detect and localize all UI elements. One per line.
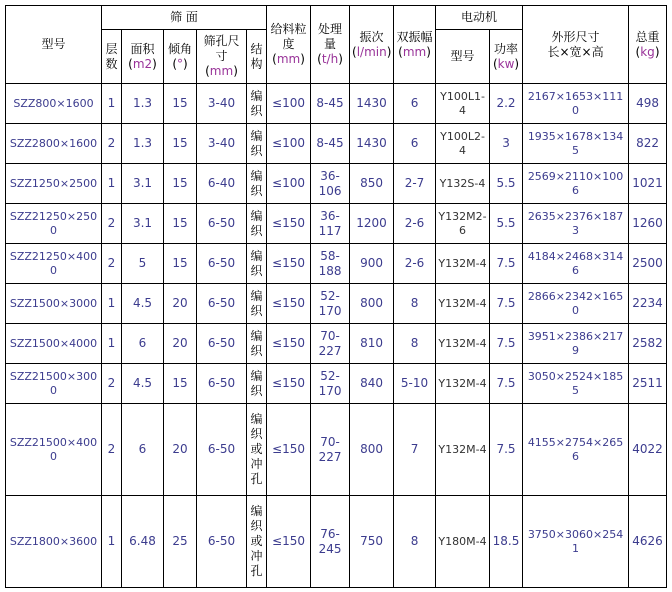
spec-table-body — [6, 84, 667, 588]
cell-model: SZZ21500×3000 — [6, 364, 102, 404]
cell-dims: 3951×2386×2179 — [523, 324, 629, 364]
cell-motor: Y100L2-4 — [436, 124, 490, 164]
table-row — [6, 284, 667, 324]
cell-feed: ≤150 — [267, 496, 311, 588]
header-label: 给料粒度 — [270, 22, 307, 51]
col-header-structure — [247, 30, 267, 84]
cell-model: SZZ1500×3000 — [6, 284, 102, 324]
cell-feed: ≤100 — [267, 124, 311, 164]
cell-area: 1.3 — [122, 84, 164, 124]
cell-structure: 编织或冲孔 — [247, 496, 267, 588]
cell-frequency: 850 — [350, 164, 394, 204]
col-header-weight — [629, 6, 667, 84]
header-label: 型号 — [450, 49, 475, 63]
cell-amplitude: 2-6 — [394, 204, 436, 244]
cell-dims: 3050×2524×1855 — [523, 364, 629, 404]
cell-dims: 2635×2376×1873 — [523, 204, 629, 244]
header-unit: (mm) — [398, 44, 431, 59]
cell-layers: 1 — [102, 324, 122, 364]
cell-weight: 822 — [629, 124, 667, 164]
cell-frequency: 800 — [350, 404, 394, 496]
cell-layers: 2 — [102, 364, 122, 404]
table-row — [6, 496, 667, 588]
cell-frequency: 1430 — [350, 124, 394, 164]
cell-weight: 2511 — [629, 364, 667, 404]
cell-weight: 4626 — [629, 496, 667, 588]
cell-model: SZZ2800×1600 — [6, 124, 102, 164]
cell-capacity: 36-106 — [311, 164, 350, 204]
cell-frequency: 1200 — [350, 204, 394, 244]
cell-incline: 15 — [164, 364, 197, 404]
cell-motor: Y100L1-4 — [436, 84, 490, 124]
cell-capacity: 8-45 — [311, 124, 350, 164]
cell-incline: 15 — [164, 164, 197, 204]
cell-motor: Y132M-4 — [436, 404, 490, 496]
header-label: 层数 — [105, 41, 118, 71]
col-header-layers — [102, 30, 122, 84]
cell-structure: 编织 — [247, 84, 267, 124]
cell-frequency: 1430 — [350, 84, 394, 124]
cell-capacity: 36-117 — [311, 204, 350, 244]
header-unit: (l/min) — [352, 44, 392, 59]
header-label: 外形尺寸 — [551, 29, 600, 44]
cell-aperture: 6-50 — [197, 204, 247, 244]
table-row — [6, 244, 667, 284]
cell-feed: ≤100 — [267, 164, 311, 204]
cell-amplitude: 6 — [394, 124, 436, 164]
cell-area: 6 — [122, 324, 164, 364]
header-unit: (kg) — [635, 44, 660, 59]
cell-motor: Y132M-4 — [436, 284, 490, 324]
cell-frequency: 800 — [350, 284, 394, 324]
cell-aperture: 6-50 — [197, 324, 247, 364]
cell-structure: 编织 — [247, 124, 267, 164]
cell-feed: ≤150 — [267, 284, 311, 324]
cell-structure: 编织 — [247, 204, 267, 244]
col-header-capacity — [311, 6, 350, 84]
cell-aperture: 6-40 — [197, 164, 247, 204]
table-row — [6, 364, 667, 404]
header-label: 双振幅 — [396, 29, 433, 44]
cell-frequency: 900 — [350, 244, 394, 284]
cell-feed: ≤150 — [267, 404, 311, 496]
header-unit: (mm) — [205, 64, 238, 78]
cell-area: 6.48 — [122, 496, 164, 588]
cell-incline: 15 — [164, 124, 197, 164]
cell-power: 7.5 — [490, 284, 523, 324]
col-header-incline — [164, 30, 197, 84]
cell-dims: 4184×2468×3146 — [523, 244, 629, 284]
cell-capacity: 70-227 — [311, 324, 350, 364]
cell-power: 18.5 — [490, 496, 523, 588]
cell-power: 7.5 — [490, 244, 523, 284]
cell-incline: 20 — [164, 404, 197, 496]
cell-feed: ≤150 — [267, 204, 311, 244]
cell-feed: ≤150 — [267, 244, 311, 284]
cell-incline: 20 — [164, 324, 197, 364]
header-unit: (mm) — [272, 52, 305, 66]
cell-power: 5.5 — [490, 204, 523, 244]
table-row — [6, 204, 667, 244]
cell-feed: ≤100 — [267, 84, 311, 124]
header-label: 结构 — [250, 41, 263, 71]
cell-feed: ≤150 — [267, 324, 311, 364]
col-header-feed-size — [267, 6, 311, 84]
col-header-area — [122, 30, 164, 84]
col-group-screen-surface — [102, 6, 267, 30]
col-header-motor-model — [436, 30, 490, 84]
header-unit: (m2) — [128, 56, 157, 71]
cell-power: 5.5 — [490, 164, 523, 204]
table-row — [6, 84, 667, 124]
cell-weight: 498 — [629, 84, 667, 124]
cell-weight: 1260 — [629, 204, 667, 244]
cell-capacity: 76-245 — [311, 496, 350, 588]
cell-model: SZZ1500×4000 — [6, 324, 102, 364]
spec-table — [5, 5, 667, 588]
table-row — [6, 164, 667, 204]
cell-model: SZZ21250×2500 — [6, 204, 102, 244]
col-header-frequency — [350, 6, 394, 84]
cell-motor: Y132M-4 — [436, 244, 490, 284]
cell-layers: 1 — [102, 284, 122, 324]
cell-frequency: 750 — [350, 496, 394, 588]
cell-layers: 2 — [102, 124, 122, 164]
cell-layers: 2 — [102, 204, 122, 244]
header-label: 筛孔尺寸 — [203, 34, 240, 63]
cell-structure: 编织 — [247, 164, 267, 204]
cell-frequency: 810 — [350, 324, 394, 364]
cell-power: 7.5 — [490, 404, 523, 496]
cell-aperture: 6-50 — [197, 364, 247, 404]
cell-incline: 25 — [164, 496, 197, 588]
cell-area: 5 — [122, 244, 164, 284]
header-unit: (t/h) — [317, 52, 343, 66]
col-header-aperture — [197, 30, 247, 84]
cell-area: 1.3 — [122, 124, 164, 164]
cell-motor: Y132M2-6 — [436, 204, 490, 244]
cell-structure: 编织或冲孔 — [247, 404, 267, 496]
cell-amplitude: 2-7 — [394, 164, 436, 204]
cell-layers: 1 — [102, 164, 122, 204]
cell-structure: 编织 — [247, 244, 267, 284]
cell-power: 7.5 — [490, 324, 523, 364]
header-label: 功率 — [494, 41, 519, 56]
cell-frequency: 840 — [350, 364, 394, 404]
header-label: 筛 面 — [170, 10, 198, 24]
cell-weight: 2500 — [629, 244, 667, 284]
cell-dims: 2569×2110×1006 — [523, 164, 629, 204]
cell-model: SZZ1800×3600 — [6, 496, 102, 588]
cell-incline: 15 — [164, 244, 197, 284]
cell-weight: 2234 — [629, 284, 667, 324]
cell-structure: 编织 — [247, 324, 267, 364]
cell-amplitude: 6 — [394, 84, 436, 124]
header-label: 振次 — [359, 29, 384, 44]
cell-amplitude: 8 — [394, 496, 436, 588]
header-unit: (°) — [172, 56, 188, 71]
cell-power: 3 — [490, 124, 523, 164]
cell-motor: Y132S-4 — [436, 164, 490, 204]
cell-aperture: 6-50 — [197, 284, 247, 324]
cell-dims: 3750×3060×2541 — [523, 496, 629, 588]
cell-power: 2.2 — [490, 84, 523, 124]
cell-motor: Y132M-4 — [436, 324, 490, 364]
cell-structure: 编织 — [247, 364, 267, 404]
header-label: 型号 — [41, 37, 66, 51]
header-sublabel: 长×宽×高 — [547, 44, 604, 59]
cell-aperture: 6-50 — [197, 404, 247, 496]
cell-weight: 1021 — [629, 164, 667, 204]
cell-weight: 4022 — [629, 404, 667, 496]
cell-incline: 15 — [164, 84, 197, 124]
cell-layers: 1 — [102, 496, 122, 588]
cell-amplitude: 2-6 — [394, 244, 436, 284]
cell-aperture: 6-50 — [197, 496, 247, 588]
header-unit: (kw) — [492, 56, 520, 71]
header-label: 面积 — [130, 41, 155, 56]
cell-weight: 2582 — [629, 324, 667, 364]
cell-dims: 4155×2754×2656 — [523, 404, 629, 496]
cell-amplitude: 8 — [394, 324, 436, 364]
cell-feed: ≤150 — [267, 364, 311, 404]
table-row — [6, 404, 667, 496]
table-row — [6, 324, 667, 364]
cell-aperture: 3-40 — [197, 124, 247, 164]
col-header-dimensions — [523, 6, 629, 84]
cell-capacity: 52-170 — [311, 284, 350, 324]
cell-aperture: 3-40 — [197, 84, 247, 124]
header-label: 电动机 — [461, 10, 498, 24]
cell-capacity: 58-188 — [311, 244, 350, 284]
cell-amplitude: 5-10 — [394, 364, 436, 404]
cell-layers: 2 — [102, 404, 122, 496]
cell-model: SZZ1250×2500 — [6, 164, 102, 204]
cell-area: 6 — [122, 404, 164, 496]
cell-motor: Y180M-4 — [436, 496, 490, 588]
cell-layers: 2 — [102, 244, 122, 284]
cell-dims: 2167×1653×1110 — [523, 84, 629, 124]
cell-aperture: 6-50 — [197, 244, 247, 284]
cell-area: 3.1 — [122, 164, 164, 204]
cell-amplitude: 8 — [394, 284, 436, 324]
col-header-amplitude — [394, 6, 436, 84]
cell-capacity: 52-170 — [311, 364, 350, 404]
cell-capacity: 8-45 — [311, 84, 350, 124]
col-header-model — [6, 6, 102, 84]
cell-dims: 1935×1678×1345 — [523, 124, 629, 164]
cell-incline: 20 — [164, 284, 197, 324]
cell-model: SZZ800×1600 — [6, 84, 102, 124]
col-header-power — [490, 30, 523, 84]
cell-area: 4.5 — [122, 364, 164, 404]
table-row — [6, 124, 667, 164]
header-label: 倾角 — [167, 41, 192, 56]
cell-structure: 编织 — [247, 284, 267, 324]
cell-dims: 2866×2342×1650 — [523, 284, 629, 324]
col-group-motor — [436, 6, 523, 30]
header-label: 总重 — [635, 29, 660, 44]
cell-incline: 15 — [164, 204, 197, 244]
cell-model: SZZ21500×4000 — [6, 404, 102, 496]
cell-motor: Y132M-4 — [436, 364, 490, 404]
cell-area: 3.1 — [122, 204, 164, 244]
header-label: 处理量 — [318, 22, 343, 51]
cell-power: 7.5 — [490, 364, 523, 404]
cell-capacity: 70-227 — [311, 404, 350, 496]
cell-area: 4.5 — [122, 284, 164, 324]
cell-layers: 1 — [102, 84, 122, 124]
cell-amplitude: 7 — [394, 404, 436, 496]
cell-model: SZZ21250×4000 — [6, 244, 102, 284]
